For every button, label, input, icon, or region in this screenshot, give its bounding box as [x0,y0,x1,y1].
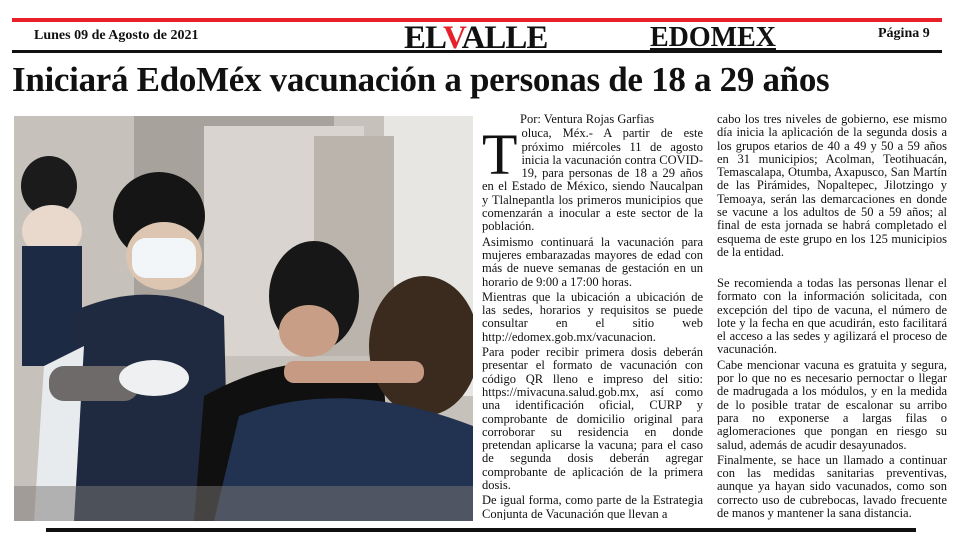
article-paragraph: Mientras que la ubicación a ubicación de las sedes, horarios y requisitos se puede consultar en el sitio web http://edomex.gob.mx/vacunacion. [482,289,703,344]
article-paragraph: De igual forma, como parte de la Estrategia Conjunta de Vacunación que llevan a [482,494,703,521]
page-number: Página 9 [878,26,930,41]
article-column-2 [717,113,947,522]
article-paragraph: Cabe mencionar vacuna es gratuita y segura, por lo que no es necesario pernoctar o llegar de madrugada a los módulos, y en la medida de lo posible tratar de escalonar su arribo para no exponerse a largas filas o aglomeraciones que pongan en riesgo su salud, además de acudir desayunados. [717,357,947,452]
article-column-1 [482,113,703,522]
article-paragraph: Se recomienda a todas las personas llenar el formato con la información solicitada, con excepción del tipo de vacuna, el número de lote y la fecha en que acudirán, esto facilitará el acceso a las sedes y agilizará el proceso de vacunación. [717,276,947,357]
article-paragraph: Asimismo continuará la vacunación para mujeres embarazadas mayores de edad con más de nueve semanas de gestación en un horario de 9:00 a 17:00 horas. [482,234,703,289]
article-paragraph: Toluca, Méx.- A partir de este próximo miércoles 11 de agosto inicia la vacunación contra COVID-19, para personas de 18 a 29 años en el Estado de México, siendo Naucalpan y Tlalnepantla los primeros municipios que comenzarán a inocular a este sector de la población. [482,122,703,234]
article-paragraph: Finalmente, se hace un llamado a continuar con las medidas sanitarias preventivas, aunque ya hayan sido vacunados, como son correcto uso de cubrebocas, lavado frecuente de manos y mantener la sana distancia. [717,452,947,521]
drop-cap: T [482,122,518,188]
section-title: EDOMEX [650,22,776,53]
article-paragraph: Para poder recibir primera dosis deberán presentar el formato de vacunación con código QR lleno e impreso del sitio: https://mivacuna.salud.gob.mx, así como una identificación oficial, CURP y comprobante de domicilio original para corroborar su residencia en donde pretendan aplicarse la vacuna; para el caso de segunda dosis deberán agregar comprobante de aplicación de la primera dosis. [482,345,703,493]
newspaper-logo: ELVALLE [404,20,548,56]
article-photo [14,116,473,521]
article-paragraph: cabo los tres niveles de gobierno, ese mismo día inicia la aplicación de la segunda dosis a los grupos etarios de 40 a 49 y 50 a 59 años en 31 municipios; Acolman, Teotihuacán, Temascalapa, Otumba, Axapusco, San Martín de las Pirámides, Nopaltepec, Jilotzingo y Temoaya, serán las demarcaciones en donde se vacune a los adultos de 50 a 59 años; al final de esta jornada se habrá completado el esquema de este grupo en los 125 municipios de la entidad. [717,113,947,259]
article-byline: Por: Ventura Rojas Garfias [520,112,655,126]
footer-rule [46,528,916,532]
article-headline: Iniciará EdoMéx vacunación a personas de 18 a 29 años [12,60,830,99]
issue-date: Lunes 09 de Agosto de 2021 [34,28,199,43]
